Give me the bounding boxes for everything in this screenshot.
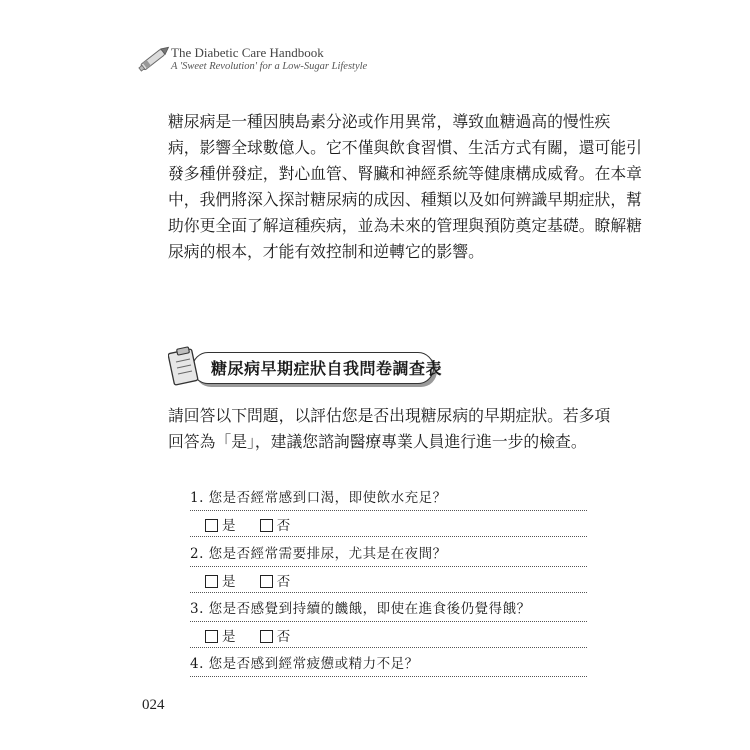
intro-line: 助你更全面了解這種疾病，並為未來的管理與預防奠定基礎。瞭解糖	[168, 216, 642, 235]
answer-row-2	[205, 570, 405, 590]
instructions-line: 回答為「是」，建議您諮詢醫療專業人員進行進一步的檢查。	[168, 432, 587, 451]
dotted-rule	[190, 676, 587, 677]
checkbox[interactable]	[205, 519, 218, 532]
pen-icon	[135, 40, 173, 76]
option-no[interactable]	[260, 514, 291, 534]
dotted-rule	[190, 592, 587, 593]
checkbox[interactable]	[260, 575, 273, 588]
option-label: 否	[276, 629, 291, 645]
question-4: 4. 您是否感到經常疲憊或精力不足？	[190, 656, 419, 672]
option-label: 是	[222, 518, 236, 534]
option-yes[interactable]	[205, 625, 236, 645]
question-1: 1. 您是否經常感到口渴，即使飲水充足？	[190, 490, 447, 506]
page-number: 024	[142, 697, 165, 713]
intro-line: 病，影響全球數億人。它不僅與飲食習慣、生活方式有關，還可能引	[168, 138, 642, 157]
clipboard-icon	[168, 346, 212, 386]
dotted-rule	[190, 647, 587, 648]
dotted-rule	[190, 621, 587, 622]
option-yes[interactable]	[205, 570, 236, 590]
intro-paragraph	[168, 109, 642, 265]
answer-row-3	[205, 625, 405, 645]
question-2: 2. 您是否經常需要排尿，尤其是在夜間？	[190, 546, 447, 562]
checkbox[interactable]	[205, 575, 218, 588]
option-label: 是	[222, 629, 236, 645]
section-banner	[192, 352, 443, 384]
running-header	[135, 40, 465, 80]
intro-line: 糖尿病是一種因胰島素分泌或作用異常，導致血糖過高的慢性疾	[168, 112, 611, 131]
question-3: 3. 您是否感覺到持續的饑餓，即使在進食後仍覺得餓？	[190, 601, 531, 617]
option-yes[interactable]	[205, 514, 236, 534]
option-label: 否	[276, 574, 291, 590]
dotted-rule	[190, 536, 587, 537]
section-heading	[168, 346, 443, 386]
section-title: 糖尿病早期症狀自我問卷調查表	[211, 359, 443, 378]
checkbox[interactable]	[205, 630, 218, 643]
option-label: 是	[222, 574, 236, 590]
option-no[interactable]	[260, 570, 291, 590]
answer-row-1	[205, 514, 405, 534]
dotted-rule	[190, 510, 587, 511]
intro-line: 發多種併發症，對心血管、腎臟和神經系統等健康構成威脅。在本章	[168, 164, 642, 183]
option-no[interactable]	[260, 625, 291, 645]
option-label: 否	[276, 518, 291, 534]
instructions-line: 請回答以下問題，以評估您是否出現糖尿病的早期症狀。若多項	[168, 406, 611, 425]
book-title: The Diabetic Care Handbook	[171, 45, 324, 60]
dotted-rule	[190, 566, 587, 567]
intro-line: 中，我們將深入探討糖尿病的成因、種類以及如何辨識早期症狀，幫	[168, 190, 642, 209]
book-subtitle: A 'Sweet Revolution' for a Low-Sugar Lifestyle	[171, 61, 368, 72]
checkbox[interactable]	[260, 630, 273, 643]
intro-line: 尿病的根本，才能有效控制和逆轉它的影響。	[168, 242, 484, 261]
instructions-paragraph	[168, 403, 611, 455]
checkbox[interactable]	[260, 519, 273, 532]
